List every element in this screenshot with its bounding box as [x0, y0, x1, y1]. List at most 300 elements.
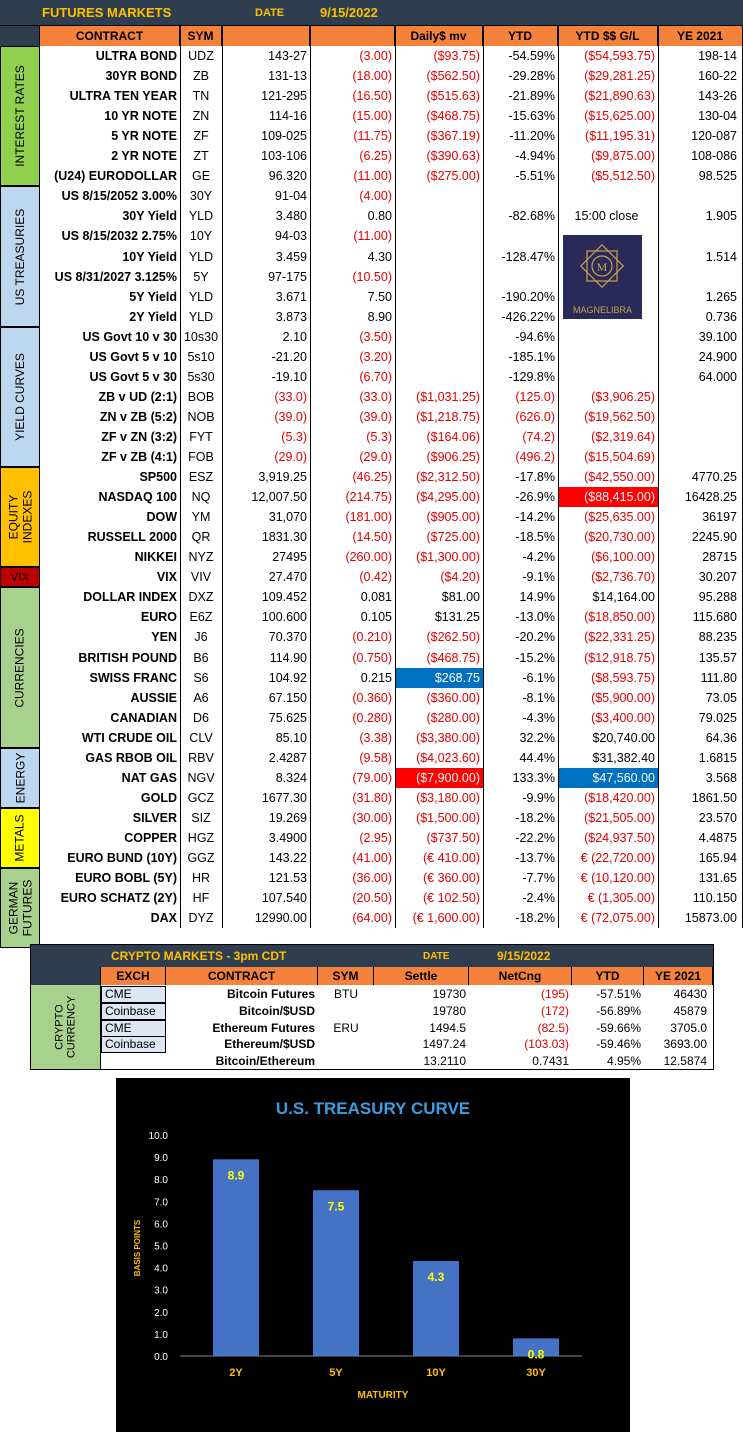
cell-ye: 1.6815	[698, 750, 737, 765]
cell-dmv: ($164.06)	[426, 429, 480, 444]
cell-sym: GE	[191, 169, 211, 184]
cell-ytd: -185.1%	[508, 349, 555, 364]
cell-ytd: -426.22%	[501, 309, 555, 324]
cell-price: 19.269	[268, 810, 307, 825]
cell-ye: 135.57	[698, 650, 737, 665]
cell-contract: DOW	[146, 510, 177, 525]
cell-contract: US Govt 5 v 10	[89, 349, 177, 364]
cell-ytd: -94.6%	[515, 329, 555, 344]
crypto-cell: Ethereum Futures	[212, 1020, 315, 1035]
futures-title: FUTURES MARKETS	[42, 5, 172, 20]
crypto-cell	[101, 1053, 166, 1070]
cell-ytd: -22.2%	[515, 830, 555, 845]
cell-sym: UDZ	[188, 49, 214, 63]
futures-row	[0, 66, 743, 86]
cell-sym: NOB	[187, 409, 215, 424]
crypto-header-row	[31, 967, 713, 985]
section-label-text: ENERGY	[13, 752, 27, 804]
crypto-row	[31, 1036, 713, 1053]
futures-row	[0, 327, 743, 347]
cell-ytdgl: ($6,100.00)	[591, 550, 655, 565]
cell-contract: (U24) EURODOLLAR	[54, 169, 177, 184]
y-tick-label: 8.0	[154, 1175, 168, 1187]
cell-price: 8.324	[275, 770, 307, 785]
cell-sym: 10s30	[183, 329, 219, 344]
cell-sym: FOB	[188, 450, 214, 464]
cell-chg: (0.750)	[352, 650, 392, 665]
cell-sym: 10Y	[189, 229, 213, 244]
futures-row	[0, 387, 743, 407]
x-tick-label: 10Y	[426, 1367, 446, 1379]
cell-dmv: ($562.50)	[426, 69, 480, 84]
cell-ytd: -5.51%	[515, 169, 555, 184]
crypto-cell: ERU	[333, 1020, 359, 1035]
cell-contract: US Govt 10 v 30	[82, 329, 177, 344]
cell-contract: US 8/31/2027 3.125%	[54, 269, 177, 284]
cell-chg: (0.360)	[352, 690, 392, 705]
cell-price: 27495	[272, 550, 307, 565]
cell-ytdgl: ($2,736.70)	[591, 570, 655, 585]
cell-chg: (3.50)	[359, 329, 392, 344]
cell-ye: 88.235	[698, 630, 737, 645]
cell-sym: 30Y	[189, 189, 213, 204]
chart-xlabel: MATURITY	[357, 1390, 409, 1401]
cell-ytd: -9.9%	[522, 790, 555, 805]
cell-sym: CLV	[189, 730, 213, 745]
cell-price: 143.22	[268, 851, 307, 865]
cell-ytdgl: ($18,420.00)	[584, 790, 655, 805]
futures-row	[0, 367, 743, 387]
cell-dmv: ($3,180.00)	[416, 790, 480, 805]
cell-ytd: (626.0)	[515, 409, 555, 424]
cell-chg: (41.00)	[352, 851, 392, 865]
cell-contract: COPPER	[124, 830, 177, 845]
cell-contract: GOLD	[140, 790, 177, 805]
cell-contract: ULTRA BOND	[95, 49, 177, 63]
crypto-date-label: DATE	[423, 951, 450, 962]
cell-ye: 28715	[702, 550, 737, 565]
cell-ye: 1.514	[705, 249, 737, 264]
cell-contract: 30Y Yield	[122, 209, 177, 224]
cell-sym: NGV	[187, 770, 215, 785]
cell-dmv: ($1,500.00)	[416, 810, 480, 825]
cell-dmv: ($280.00)	[426, 710, 480, 725]
header-spacer	[0, 26, 40, 46]
cell-ye: 120-087	[691, 129, 737, 144]
cell-sym: GCZ	[187, 790, 215, 805]
cell-price: 27.470	[268, 570, 307, 585]
cell-contract: CANADIAN	[110, 710, 177, 725]
futures-row	[0, 106, 743, 126]
futures-row	[0, 46, 743, 66]
crypto-cell: 46430	[673, 987, 707, 1001]
cell-ytdgl: ($15,625.00)	[584, 109, 655, 124]
cell-ytdgl	[558, 186, 658, 206]
cell-ytd: -21.89%	[508, 89, 555, 104]
cell-ytd: 133.3%	[512, 770, 555, 785]
treasury-chart-svg	[116, 1078, 630, 1432]
cell-contract: US 8/15/2032 2.75%	[61, 229, 177, 244]
crypto-cell: 3693.00	[663, 1037, 707, 1052]
cell-ye: 0.736	[705, 309, 737, 324]
cell-ye: 64.000	[698, 369, 737, 384]
cell-sym: YLD	[188, 289, 214, 304]
crypto-row	[31, 1003, 713, 1020]
cell-chg: (10.50)	[352, 269, 392, 284]
cell-price: 67.150	[268, 690, 307, 705]
cell-price: 3.873	[275, 309, 307, 324]
cell-ytd: -129.8%	[508, 369, 555, 384]
futures-row	[0, 166, 743, 186]
futures-row	[0, 126, 743, 146]
cell-contract: 5Y Yield	[129, 289, 177, 304]
cell-chg: (14.50)	[352, 530, 392, 545]
cell-chg: (15.00)	[352, 109, 392, 124]
cell-ytd: -29.28%	[508, 69, 555, 84]
cell-ytd: -6.1%	[522, 670, 555, 685]
cell-sym: HGZ	[187, 830, 215, 845]
cell-contract: NAT GAS	[121, 770, 177, 785]
cell-ye: 110.150	[692, 891, 737, 906]
cell-sym: VIV	[190, 570, 212, 585]
cell-chg: (29.0)	[359, 450, 392, 464]
cell-contract: US Govt 5 v 30	[89, 369, 177, 384]
logo-text: MAGNELIBRA	[572, 305, 632, 315]
cell-dmv: ($468.75)	[426, 109, 480, 124]
cell-ytdgl: ($54,593.75)	[584, 49, 655, 63]
cell-ye: 130-04	[698, 109, 737, 124]
cell-contract: DOLLAR INDEX	[83, 590, 177, 605]
cell-price: 2.4287	[268, 750, 307, 765]
crypto-title-bar	[31, 945, 713, 967]
crypto-cell: 1494.5	[429, 1020, 466, 1035]
cell-ye: 24.900	[698, 349, 737, 364]
cell-contract: YEN	[151, 630, 177, 645]
futures-row	[0, 527, 743, 547]
futures-row	[0, 828, 743, 848]
cell-chg: (3.20)	[359, 349, 392, 364]
cell-sym: ZF	[193, 129, 209, 144]
section-label-text: METALS	[13, 814, 27, 862]
treasury-curve-chart	[116, 1078, 630, 1432]
cell-contract: ZN v ZB (5:2)	[99, 409, 177, 424]
cell-sym: NQ	[191, 490, 211, 505]
cell-chg: 8.90	[367, 309, 392, 324]
cell-sym: E6Z	[189, 610, 213, 625]
cell-chg: (31.80)	[352, 790, 392, 805]
cell-ytdgl: ($19,562.50)	[584, 409, 655, 424]
cell-ytd	[483, 226, 558, 246]
grid-line	[222, 26, 223, 928]
cell-chg: (6.70)	[359, 369, 392, 384]
cell-contract: VIX	[156, 570, 177, 585]
cell-price: -21.20	[271, 349, 307, 364]
cell-chg: (18.00)	[352, 69, 392, 84]
cell-ytdgl: ($5,512.50)	[591, 169, 655, 184]
cell-dmv: ($4,023.60)	[416, 750, 480, 765]
futures-row	[0, 688, 743, 708]
futures-row	[0, 186, 743, 206]
section-label-text: EQUITY INDEXES	[6, 490, 34, 544]
cell-chg: 0.80	[367, 209, 392, 224]
cell-ytdgl: ($11,195.31)	[585, 129, 655, 144]
cell-chg: (0.210)	[352, 630, 392, 645]
cell-dmv: ($515.63)	[426, 89, 480, 104]
grid-line	[395, 26, 396, 928]
cell-price: 97-175	[268, 269, 307, 284]
cell-price: 3.671	[275, 289, 307, 304]
cell-contract: WTI CRUDE OIL	[81, 730, 177, 745]
bar-value-label: 8.9	[227, 1168, 245, 1183]
section-label-text: VIX	[10, 570, 30, 585]
crypto-cell: -57.51%	[596, 987, 641, 1001]
cell-contract: 10 YR NOTE	[104, 109, 177, 124]
cell-dmv	[395, 347, 483, 367]
cell-chg: (39.0)	[359, 409, 392, 424]
cell-dmv: (€ 102.50)	[423, 891, 480, 906]
cell-price: 96.320	[268, 169, 307, 184]
futures-date-label: DATE	[255, 7, 285, 19]
futures-row	[0, 868, 743, 888]
cell-ytdgl: ($3,400.00)	[591, 710, 655, 725]
cell-price: 1831.30	[261, 530, 307, 545]
cell-ye: 73.05	[705, 690, 737, 705]
futures-row	[0, 467, 743, 487]
cell-ytd: -26.9%	[515, 490, 555, 505]
cell-ytd: -14.2%	[515, 510, 555, 525]
futures-row	[0, 788, 743, 808]
cell-contract: EURO	[140, 610, 177, 625]
y-tick-label: 4.0	[154, 1263, 168, 1275]
cell-contract: 10Y Yield	[122, 249, 177, 264]
cell-ye: 98.525	[698, 169, 737, 184]
futures-row	[0, 627, 743, 647]
bar-value-label: 0.8	[527, 1347, 545, 1362]
cell-contract: NIKKEI	[134, 550, 177, 565]
cell-contract: ZF v ZB (4:1)	[101, 450, 177, 464]
cell-ye: 111.80	[700, 670, 737, 685]
header-change	[310, 26, 395, 46]
cell-ye: 198-14	[698, 49, 737, 63]
crypto-cell: -56.89%	[596, 1003, 641, 1018]
cell-price: 121.53	[268, 871, 307, 886]
cell-dmv: ($2,312.50)	[416, 470, 480, 485]
futures-row	[0, 708, 743, 728]
cell-ye: 165.94	[698, 851, 737, 865]
cell-dmv: ($737.50)	[426, 830, 480, 845]
futures-row	[0, 908, 743, 928]
header-ye-2021: YE 2021	[658, 26, 743, 46]
cell-ytd: -20.2%	[515, 630, 555, 645]
cell-sym: YM	[191, 510, 211, 525]
cell-ytd	[483, 267, 558, 287]
cell-ytd: -15.63%	[508, 109, 555, 124]
cell-price: 100.600	[261, 610, 307, 625]
cell-price: (39.0)	[274, 409, 307, 424]
crypto-cell: (82.5)	[537, 1020, 569, 1035]
header-daily-mv: Daily$ mv	[395, 26, 483, 46]
cell-ye: 108-086	[691, 149, 737, 164]
cell-ytdgl	[558, 367, 658, 387]
crypto-header-contract: CONTRACT	[166, 967, 318, 985]
cell-ye	[658, 267, 740, 287]
cell-contract: SP500	[139, 470, 177, 485]
cell-ye: 39.100	[698, 329, 737, 344]
cell-ytd	[483, 186, 558, 206]
cell-ytdgl: ($18,850.00)	[584, 610, 655, 625]
futures-header-row	[0, 26, 743, 46]
futures-row	[0, 447, 743, 467]
futures-date: 9/15/2022	[320, 5, 378, 20]
crypto-cell: CME	[101, 986, 166, 1003]
cell-ytd: -13.7%	[515, 851, 555, 865]
chart-title: U.S. TREASURY CURVE	[275, 1099, 471, 1118]
cell-ye: 3.568	[705, 770, 737, 785]
futures-row	[0, 768, 743, 788]
cell-chg: (6.25)	[359, 149, 392, 164]
cell-price: 114.90	[269, 650, 307, 665]
cell-chg: (16.50)	[352, 89, 392, 104]
cell-ytdgl: ($25,635.00)	[584, 510, 655, 525]
cell-sym: DXZ	[188, 590, 214, 605]
cell-dmv: ($1,031.25)	[416, 389, 480, 404]
cell-sym: HR	[191, 871, 211, 886]
chart-ylabel: BASIS POINTS	[133, 1219, 142, 1277]
cell-sym: YLD	[188, 309, 214, 324]
crypto-header-ytd: YTD	[572, 967, 644, 985]
cell-ytd: -128.47%	[501, 249, 555, 264]
cell-chg: (11.00)	[353, 169, 392, 184]
cell-ytd: -54.59%	[508, 49, 555, 63]
cell-dmv: ($468.75)	[426, 650, 480, 665]
cell-ytd: -11.20%	[509, 129, 555, 144]
cell-chg: (214.75)	[345, 490, 392, 505]
cell-contract: 2Y Yield	[129, 309, 177, 324]
section-label-text: INTEREST RATES	[13, 65, 28, 167]
cell-dmv: ($725.00)	[426, 530, 480, 545]
cell-ytd: (74.2)	[522, 429, 555, 444]
cell-ytd: -82.68%	[508, 209, 555, 224]
futures-row	[0, 427, 743, 447]
cell-chg: (20.50)	[352, 891, 392, 906]
section-label-text: CURRENCIES	[13, 627, 27, 708]
cell-ye: 4.4875	[698, 830, 737, 845]
cell-ytdgl: $14,164.00	[592, 590, 655, 605]
cell-ye: 79.025	[698, 710, 737, 725]
cell-ytdgl: $47,560.00	[558, 768, 658, 788]
crypto-cell: 19730	[432, 987, 466, 1001]
cell-ytdgl: ($42,550.00)	[584, 470, 655, 485]
cell-ytdgl: ($15,504.69)	[584, 450, 655, 464]
cell-sym: YLD	[188, 209, 214, 224]
crypto-row	[31, 986, 713, 1003]
grid-line	[558, 26, 559, 928]
crypto-cell: 3705.0	[670, 1020, 707, 1035]
crypto-cell: 13.2110	[423, 1054, 466, 1069]
cell-dmv: ($93.75)	[433, 49, 480, 63]
crypto-cell: Coinbase	[101, 1003, 166, 1020]
cell-chg: 4.30	[367, 249, 392, 264]
cell-ytd: -7.7%	[522, 871, 555, 886]
cell-dmv: ($905.00)	[426, 510, 480, 525]
cell-price: 75.625	[268, 710, 307, 725]
futures-title-bar	[0, 0, 743, 26]
crypto-cell: -59.46%	[596, 1037, 641, 1052]
crypto-section-text: CRYPTO CURRENCY	[53, 995, 78, 1059]
cell-price: 85.10	[275, 730, 307, 745]
cell-ytdgl: ($12,918.75)	[584, 650, 655, 665]
cell-dmv: ($7,900.00)	[395, 768, 483, 788]
cell-ytd: -18.5%	[515, 530, 555, 545]
y-tick-label: 2.0	[154, 1307, 168, 1319]
crypto-cell: Coinbase	[101, 1036, 166, 1053]
cell-sym: D6	[193, 710, 209, 725]
cell-dmv	[395, 307, 483, 327]
cell-dmv: ($4.20)	[440, 570, 480, 585]
cell-ytd: -18.2%	[515, 810, 555, 825]
cell-chg: (33.0)	[359, 389, 392, 404]
cell-dmv	[395, 186, 483, 206]
cell-ytd: -2.4%	[522, 891, 555, 906]
crypto-date: 9/15/2022	[497, 949, 551, 963]
crypto-cell	[318, 1053, 374, 1070]
grid-line	[483, 26, 484, 928]
bar-value-label: 7.5	[327, 1199, 345, 1214]
crypto-cell: 12.5874	[663, 1054, 707, 1069]
bar-value-label: 4.3	[427, 1269, 445, 1284]
cell-sym: ZB	[193, 69, 209, 84]
cell-ytd: 14.9%	[519, 590, 555, 605]
header-price	[222, 26, 310, 46]
cell-chg: (3.38)	[359, 730, 392, 745]
cell-ytdgl: ($24,937.50)	[584, 830, 655, 845]
crypto-cell: Ethereum/$USD	[224, 1037, 315, 1052]
futures-row	[0, 888, 743, 908]
section-label-text: YIELD CURVES	[13, 352, 27, 441]
x-tick-label: 2Y	[229, 1367, 243, 1379]
cell-sym: FYT	[189, 429, 213, 444]
cell-ye: 36197	[702, 510, 737, 525]
cell-chg: (0.280)	[352, 710, 392, 725]
cell-ytd: -13.0%	[515, 610, 555, 625]
cell-dmv	[395, 367, 483, 387]
cell-ytdgl: ($5,900.00)	[591, 690, 655, 705]
crypto-header-sym: SYM	[318, 967, 374, 985]
cell-price: (5.3)	[281, 429, 307, 444]
cell-dmv: ($360.00)	[426, 690, 480, 705]
cell-ytd: (496.2)	[515, 450, 555, 464]
futures-row	[0, 728, 743, 748]
cell-contract: ZB v UD (2:1)	[98, 389, 177, 404]
cell-price: -19.10	[271, 369, 307, 384]
crypto-header-exch: EXCH	[101, 967, 166, 985]
cell-chg: (79.00)	[352, 770, 392, 785]
cell-ye: 15873.00	[684, 911, 737, 926]
section-label-text: US TREASURIES	[13, 208, 27, 305]
cell-contract: EURO BUND (10Y)	[67, 851, 177, 865]
cell-dmv: (€ 1,600.00)	[412, 911, 480, 926]
cell-ye: 131.65	[698, 871, 737, 886]
cell-price: 3.480	[275, 209, 307, 224]
cell-price: 94-03	[275, 229, 307, 244]
crypto-cell: Bitcoin/$USD	[238, 1003, 315, 1018]
y-tick-label: 5.0	[154, 1241, 168, 1253]
cell-contract: NASDAQ 100	[98, 490, 177, 505]
cell-dmv: ($262.50)	[426, 630, 480, 645]
cell-sym: 5Y	[193, 269, 209, 284]
futures-row	[0, 648, 743, 668]
cell-chg: (260.00)	[345, 550, 392, 565]
